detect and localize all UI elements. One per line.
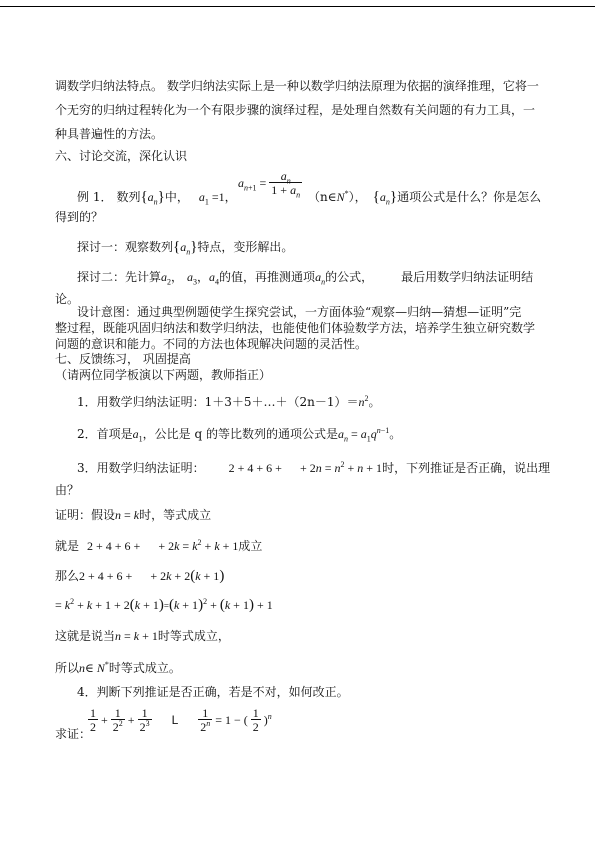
proof-text: 证明：假设 <box>55 508 116 522</box>
proof-equation-k-plus-1-lhs: 2 + 4 + 6 + + 2k + 2(k + 1) <box>79 568 225 584</box>
design-intent-line-3: 问题的意识和能力。不同的方法也体现解决问题的灵活性。 <box>55 337 368 351</box>
initial-term-formula: $a_1 =1$ <box>198 190 225 207</box>
example-text: （n∈ <box>308 190 337 204</box>
example-text: 数列 <box>116 190 141 204</box>
proof-equation-expansion: = $k^2 + k + 1 + 2(k + 1)=(k + 1)^2 + (k + 1) + 1$ <box>55 597 273 613</box>
discussion-text: 的值，再推测通项 <box>219 270 316 284</box>
qiuzheng-label: 求证： <box>55 727 92 741</box>
example-text: ）， <box>348 190 367 204</box>
discussion-text: 探讨二：先计算 <box>77 270 162 284</box>
sequence-notation: $\{a_n\}$ <box>372 189 398 207</box>
natural-numbers-symbol: N* <box>336 189 349 204</box>
problem-text: ，公比是 q 的等比数列的通项公式是 <box>142 427 338 441</box>
problem-2 <box>77 426 402 444</box>
top-rule <box>0 6 595 7</box>
example-1-line-1b <box>308 190 541 205</box>
problem-text: 3．用数学归纳法证明： <box>77 461 205 475</box>
problem-text: 。 <box>389 427 402 441</box>
discussion-text: 最后用数学归纳法证明结 <box>401 270 534 284</box>
first-term-a1: $a_1$ <box>132 427 143 444</box>
proof-text: 就是 <box>55 539 80 553</box>
section-7-note: （请两位同学板演以下两题，教师指正） <box>55 368 272 382</box>
design-intent-line-1: 设计意图：通过典型例题使学生探究尝试，一方面体验“观察—归纳—猜想—证明”完 <box>77 305 522 319</box>
proof-text: 时，等式成立 <box>139 508 212 522</box>
sequence-notation: $\{a_n\}$ <box>173 239 198 257</box>
assumption-n-equals-k: n = k <box>115 508 140 522</box>
section-heading-7: 七、反馈练习， 巩固提高 <box>55 352 191 366</box>
problem-text: 1．用数学归纳法证明：1＋3＋5＋…＋（2n－1）＝ <box>77 395 359 409</box>
discussion-text: 的公式， <box>325 270 374 284</box>
example-label: 例 1． <box>77 190 113 204</box>
problem-4-formula: $\frac{1}{2}$ + $\frac{1}{2^2}$ + $\frac{1}{2^3}$ L $\frac{1}{2^n}$ = 1 − ( $\frac{1}{2}$ )$^n$ <box>90 706 272 734</box>
problem-3-line-2: 由？ <box>55 483 80 497</box>
problem-1 <box>77 396 381 408</box>
recurrence-formula: $a_{n+1}$ = $\frac{a_n}{1 + a_n}$ <box>238 169 301 200</box>
proof-text: 这就是说当 <box>55 629 116 643</box>
proof-line-3 <box>55 569 224 584</box>
example-text: 中， <box>164 190 189 204</box>
discussion-2 <box>77 270 534 287</box>
discussion-2-line-2: 论。 <box>55 292 80 306</box>
proof-text: 时等式成立。 <box>108 661 181 675</box>
problem-3-equation: 2 + 4 + 6 + + $2n = n^2 + n + 1$ <box>228 460 383 475</box>
intro-line-1: 调数学归纳法特点。 数学归纳法实际上是一种以数学归纳法原理为依据的演绎推理，它将一 <box>55 79 539 93</box>
intro-line-3: 种具普遍性的方法。 <box>55 127 164 141</box>
discussion-text: ， <box>171 270 184 284</box>
problem-text: 2．首项是 <box>77 427 133 441</box>
proof-line-5 <box>55 630 230 642</box>
intro-line-2: 个无穷的归纳过程转化为一个有限步骤的演绎过程，是处理自然数有关问题的有力工具，一 <box>55 103 536 117</box>
proof-text: 时等式成立， <box>157 629 230 643</box>
proof-text: 成立 <box>238 539 263 553</box>
proof-text: 那么 <box>55 569 80 583</box>
geometric-general-term: $a_n = a_1q^{n-1}$ <box>337 426 390 444</box>
proof-text: 所以 <box>55 661 80 675</box>
n-equals-k-plus-1: n = k + 1 <box>115 629 158 643</box>
problem-text: 时，下列推证是否正确，说出理 <box>382 461 551 475</box>
term-a4: $a_4$ <box>209 270 220 287</box>
n-squared: $n^2$ <box>358 394 369 409</box>
example-1-line-1 <box>77 190 237 205</box>
problem-4: 4．判断下列推证是否正确，若是不对，如何改正。 <box>77 685 349 699</box>
problem-text: 。 <box>368 395 381 409</box>
problem-3 <box>77 462 550 474</box>
example-text: 通项公式是什么？你是怎么 <box>397 190 542 204</box>
proof-line-1 <box>55 509 211 521</box>
term-an: $a_n$ <box>315 270 326 287</box>
term-a3: $a_3$ <box>187 270 198 287</box>
example-text: ， <box>224 190 237 204</box>
design-intent-line-2: 整过程，既能巩固归纳法和数学归纳法，也能使他们体验数学方法，培养学生独立研究数学 <box>55 321 536 335</box>
discussion-1 <box>77 240 293 255</box>
proof-line-4 <box>55 598 273 613</box>
section-heading-6: 六、讨论交流，深化认识 <box>55 149 188 163</box>
example-1-line-2: 得到的？ <box>55 210 104 224</box>
proof-line-2 <box>55 540 262 552</box>
proof-equation-k: 2 + 4 + 6 + + $2k = k^2 + k + 1$ <box>87 538 239 553</box>
n-in-natural-numbers: n∈ N* <box>79 660 109 675</box>
discussion-text: 特点，变形解出。 <box>197 240 294 254</box>
sequence-notation: $\{a_n\}$ <box>140 189 165 207</box>
discussion-text: ， <box>197 270 210 284</box>
proof-line-6 <box>55 662 181 674</box>
term-a2: $a_2$ <box>161 270 172 287</box>
discussion-text: 探讨一：观察数列 <box>77 240 174 254</box>
